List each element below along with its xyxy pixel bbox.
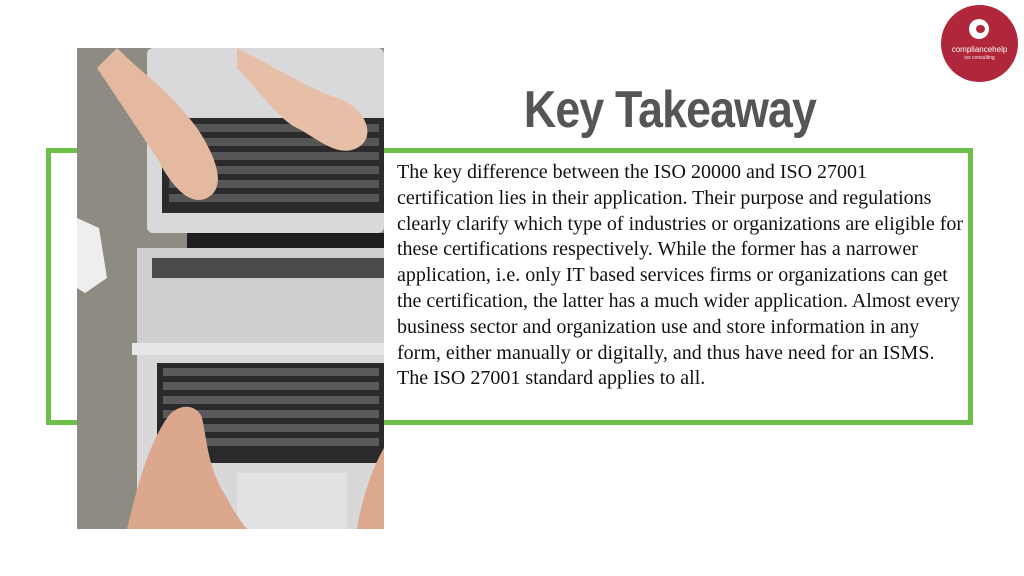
laptop-photo <box>77 48 384 529</box>
slide-title: Key Takeaway <box>523 81 817 139</box>
logo-brand: compliancehelp <box>951 45 1008 54</box>
logo-subtitle: iso consulting <box>964 55 995 61</box>
compliancehelp-logo <box>941 5 1018 82</box>
logo-mark-icon <box>969 19 989 39</box>
laptop-illustration <box>77 48 384 529</box>
body-paragraph: The key difference between the ISO 20000 and ISO 27001 certification lies in their application. Their purpose and regulations clearly clarify which type of industries or organizations are eligible for these certifications respectively. While the former has a narrower application, i.e. only IT based services firms or organizations can get the certification, the latter has a much wider application. Almost every business sector and organization use and store information in any form, either manually or digitally, and thus have need for an ISMS. The ISO 27001 standard applies to all. <box>397 161 964 390</box>
